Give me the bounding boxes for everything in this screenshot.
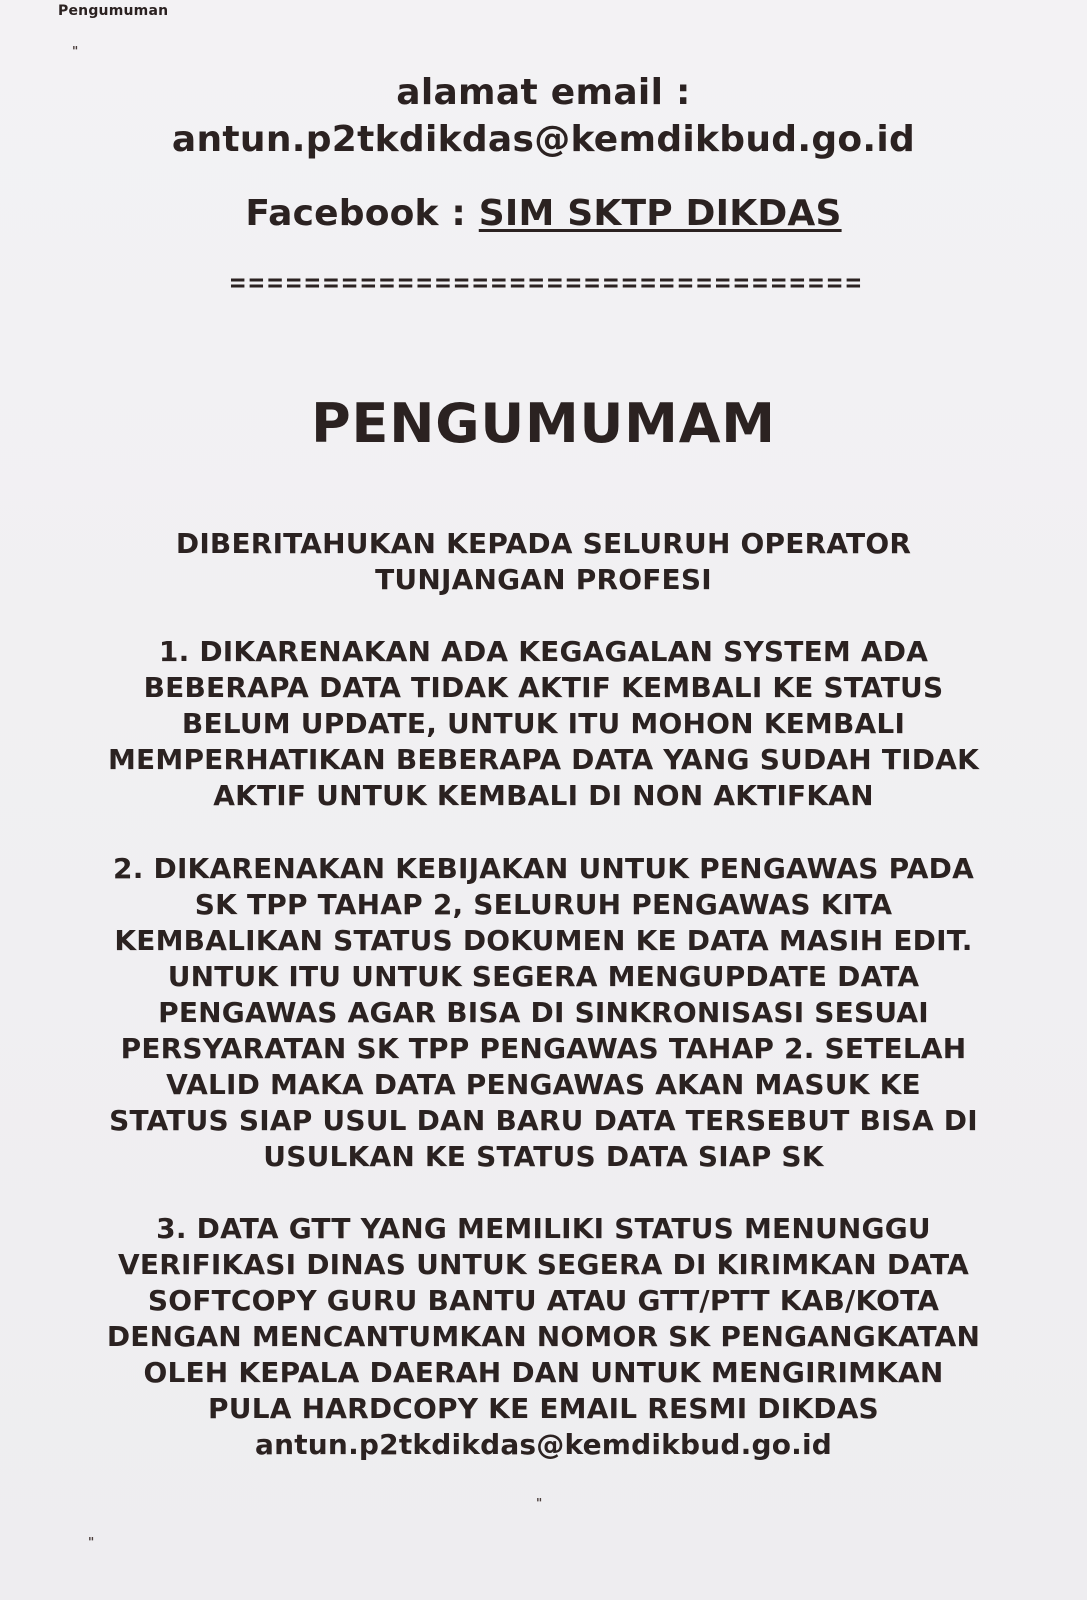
quote-mark: " <box>536 1496 543 1510</box>
quote-mark: " <box>88 1535 95 1549</box>
header-note: Pengumuman <box>58 3 169 19</box>
announcement-point-1: 1. DIKARENAKAN ADA KEGAGALAN SYSTEM ADA BEBERAPA DATA TIDAK AKTIF KEMBALI KE STATUS BELUM UPDATE, UNTUK ITU MOHON KEMBALI MEMPERHATIKAN BEBERAPA DATA YANG SUDAH TIDAK AKTIF UNTUK KEMBALI DI NON AKTIFKAN <box>107 635 980 812</box>
email-address: antun.p2tkdikdas@kemdikbud.go.id <box>171 119 916 160</box>
announcement-intro: DIBERITAHUKAN KEPADA SELURUH OPERATOR TUNJANGAN PROFESI <box>175 527 912 596</box>
announcement-title: PENGUMUMAM <box>311 392 776 455</box>
email-label: alamat email : <box>396 72 691 113</box>
announcement-point-2: 2. DIKARENAKAN KEBIJAKAN UNTUK PENGAWAS PADA SK TPP TAHAP 2, SELURUH PENGAWAS KITA KEMBALIKAN STATUS DOKUMEN KE DATA MASIH EDIT. UNTUK ITU UNTUK SEGERA MENGUPDATE DATA PENGAWAS AGAR BISA DI SINKRONISASI SESUAI PERSYARATAN SK TPP PENGAWAS TAHAP 2. SETELAH VALID MAKA DATA PENGAWAS AKAN MASUK KE STATUS SIAP USUL DAN BARU DATA TERSEBUT BISA DI USULKAN KE STATUS DATA SIAP SK <box>109 852 978 1173</box>
section-divider: ================================== <box>229 268 865 298</box>
quote-mark: " <box>72 44 79 58</box>
facebook-label: Facebook : <box>245 193 467 234</box>
announcement-point-3: 3. DATA GTT YANG MEMILIKI STATUS MENUNGGU VERIFIKASI DINAS UNTUK SEGERA DI KIRIMKAN DATA SOFTCOPY GURU BANTU ATAU GTT/PTT KAB/KOTA DENGAN MENCANTUMKAN NOMOR SK PENGANGKATAN OLEH KEPALA DAERAH DAN UNTUK MENGIRIMKAN PULA HARDCOPY KE EMAIL RESMI DIKDAS antun.p2tkdikdas@kemdikbud.go.id <box>106 1212 981 1461</box>
facebook-link[interactable]: SIM SKTP DIKDAS <box>478 193 842 234</box>
facebook-line <box>0 193 1087 234</box>
